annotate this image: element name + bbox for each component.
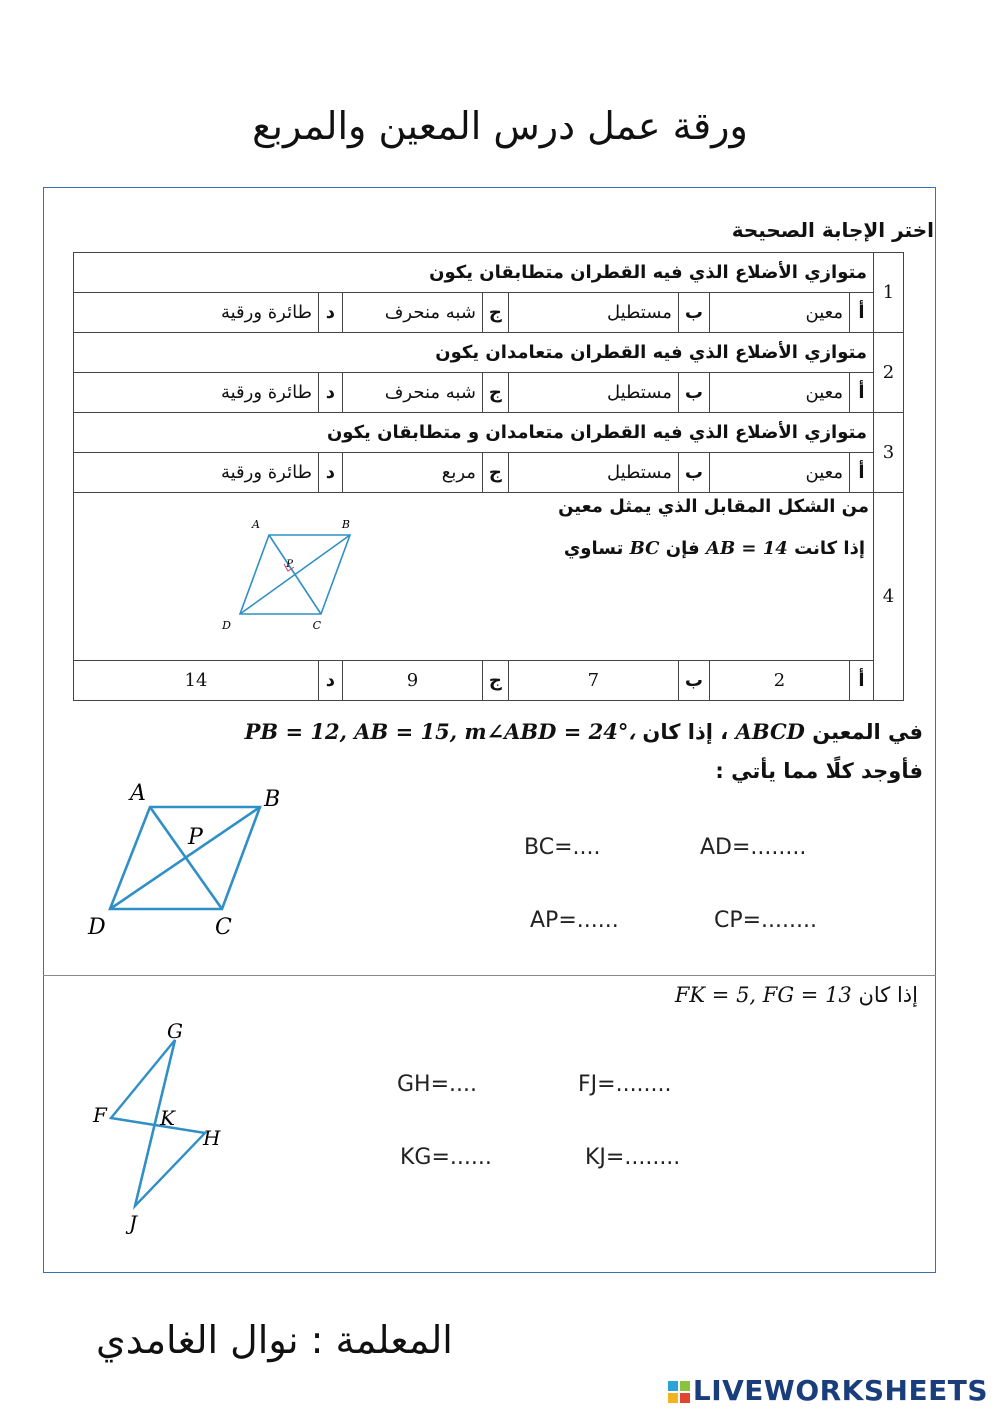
question-number: 1 <box>874 253 904 333</box>
blank-ad[interactable]: AD=........ <box>700 835 807 860</box>
option-letter: ب <box>678 661 709 701</box>
option-letter: أ <box>850 293 874 333</box>
given-values: PB = 12, AB = 15, m∠ABD = 24°، <box>244 719 636 744</box>
blank-ap[interactable]: AP=...... <box>530 908 619 933</box>
condition-variable: BC <box>629 537 660 559</box>
option-letter: ج <box>482 453 508 493</box>
brand-text: LIVEWORKSHEETS <box>692 1374 988 1407</box>
mcq-table <box>73 252 904 701</box>
question-row <box>74 333 904 373</box>
kite-problem-statement <box>675 983 918 1007</box>
vertex-label-b: B <box>264 787 281 812</box>
option-letter: ج <box>482 661 508 701</box>
vertex-label-c: C <box>215 915 232 940</box>
option-a[interactable]: معين <box>710 373 850 413</box>
option-b[interactable]: مستطيل <box>508 373 678 413</box>
rhombus-problem-instruction: فأوجد كلًا مما يأتي : <box>715 759 923 783</box>
question-text: متوازي الأضلاع الذي فيه القطران متعامدان و متطابقان يكون <box>74 413 874 453</box>
vertex-label-d: D <box>88 915 106 940</box>
given-values: FK = 5, FG = 13 <box>674 983 852 1007</box>
vertex-label-h: H <box>203 1126 221 1150</box>
option-a[interactable]: معين <box>710 293 850 333</box>
vertex-label-k: K <box>160 1106 175 1130</box>
blank-cp[interactable]: CP=........ <box>714 908 818 933</box>
options-row <box>74 373 904 413</box>
vertex-label-p: P <box>286 558 293 570</box>
condition-equation: AB = 14 <box>705 537 788 559</box>
option-letter: د <box>318 373 342 413</box>
rhombus-figure <box>80 778 310 948</box>
options-row <box>74 661 904 701</box>
blank-kg[interactable]: KG=...... <box>400 1145 492 1170</box>
vertex-label-f: F <box>93 1103 107 1127</box>
question-4-body <box>74 493 874 661</box>
diagonal-bd <box>110 807 260 909</box>
question-row <box>74 493 904 661</box>
vertex-label-a: A <box>130 781 146 806</box>
question-number: 2 <box>874 333 904 413</box>
rhombus-name: ABCD <box>735 719 805 744</box>
statement-mid: ، إذا كان <box>642 720 729 744</box>
section-divider <box>43 975 936 976</box>
vertex-label-a: A <box>252 517 260 531</box>
blank-bc[interactable]: BC=.... <box>524 835 601 860</box>
option-letter: ب <box>678 293 709 333</box>
option-d[interactable]: طائرة ورقية <box>74 293 319 333</box>
statement-prefix: إذا كان <box>858 983 918 1007</box>
option-letter: د <box>318 661 342 701</box>
option-c[interactable]: 9 <box>342 661 482 701</box>
teacher-name: المعلمة : نوال الغامدي <box>96 1318 453 1362</box>
option-letter: د <box>318 293 342 333</box>
section-heading: اختر الإجابة الصحيحة <box>731 218 934 242</box>
option-c[interactable]: شبه منحرف <box>342 293 482 333</box>
vertex-label-g: G <box>167 1019 183 1043</box>
option-letter: أ <box>850 453 874 493</box>
option-letter: د <box>318 453 342 493</box>
question-row <box>74 253 904 293</box>
vertex-label-d: D <box>222 618 231 632</box>
page-title: ورقة عمل درس المعين والمربع <box>252 104 748 148</box>
kite-shape <box>111 1040 205 1206</box>
rhombus-problem-statement <box>245 719 923 744</box>
condition-mid: فإن <box>665 537 700 559</box>
option-d[interactable]: طائرة ورقية <box>74 373 319 413</box>
option-b[interactable]: مستطيل <box>508 293 678 333</box>
option-letter: أ <box>850 661 874 701</box>
option-c[interactable]: شبه منحرف <box>342 373 482 413</box>
question-text: من الشكل المقابل الذي يمثل معين <box>558 495 869 517</box>
blank-kj[interactable]: KJ=........ <box>585 1145 681 1170</box>
vertex-label-b: B <box>341 517 350 531</box>
option-letter: أ <box>850 373 874 413</box>
option-a[interactable]: 2 <box>710 661 850 701</box>
question-row <box>74 413 904 453</box>
options-row <box>74 453 904 493</box>
vertex-label-j: J <box>129 1211 138 1235</box>
brand-icon <box>668 1381 690 1403</box>
option-d[interactable]: طائرة ورقية <box>74 453 319 493</box>
blank-gh[interactable]: GH=.... <box>397 1072 477 1097</box>
option-b[interactable]: مستطيل <box>508 453 678 493</box>
option-d[interactable]: 14 <box>74 661 319 701</box>
option-letter: ب <box>678 453 709 493</box>
option-a[interactable]: معين <box>710 453 850 493</box>
option-letter: ج <box>482 293 508 333</box>
option-letter: ج <box>482 373 508 413</box>
question-number: 3 <box>874 413 904 493</box>
statement-prefix: في المعين <box>812 720 923 744</box>
options-row <box>74 293 904 333</box>
blank-fj[interactable]: FJ=........ <box>578 1072 672 1097</box>
condition-suffix: تساوي <box>563 537 624 559</box>
option-b[interactable]: 7 <box>508 661 678 701</box>
option-c[interactable]: مربع <box>342 453 482 493</box>
brand-logo <box>668 1374 988 1407</box>
diagonal-fh <box>111 1118 205 1133</box>
kite-figure <box>85 1018 245 1238</box>
vertex-label-c: C <box>312 618 321 632</box>
diagonal-bd <box>240 535 350 614</box>
option-letter: ب <box>678 373 709 413</box>
small-rhombus-figure <box>224 508 374 632</box>
question-condition <box>564 538 865 559</box>
question-number: 4 <box>874 493 904 701</box>
condition-prefix: إذا كانت <box>794 537 865 559</box>
vertex-label-p: P <box>188 825 203 850</box>
question-text: متوازي الأضلاع الذي فيه القطران متعامدان يكون <box>74 333 874 373</box>
question-text: متوازي الأضلاع الذي فيه القطران متطابقان يكون <box>74 253 874 293</box>
